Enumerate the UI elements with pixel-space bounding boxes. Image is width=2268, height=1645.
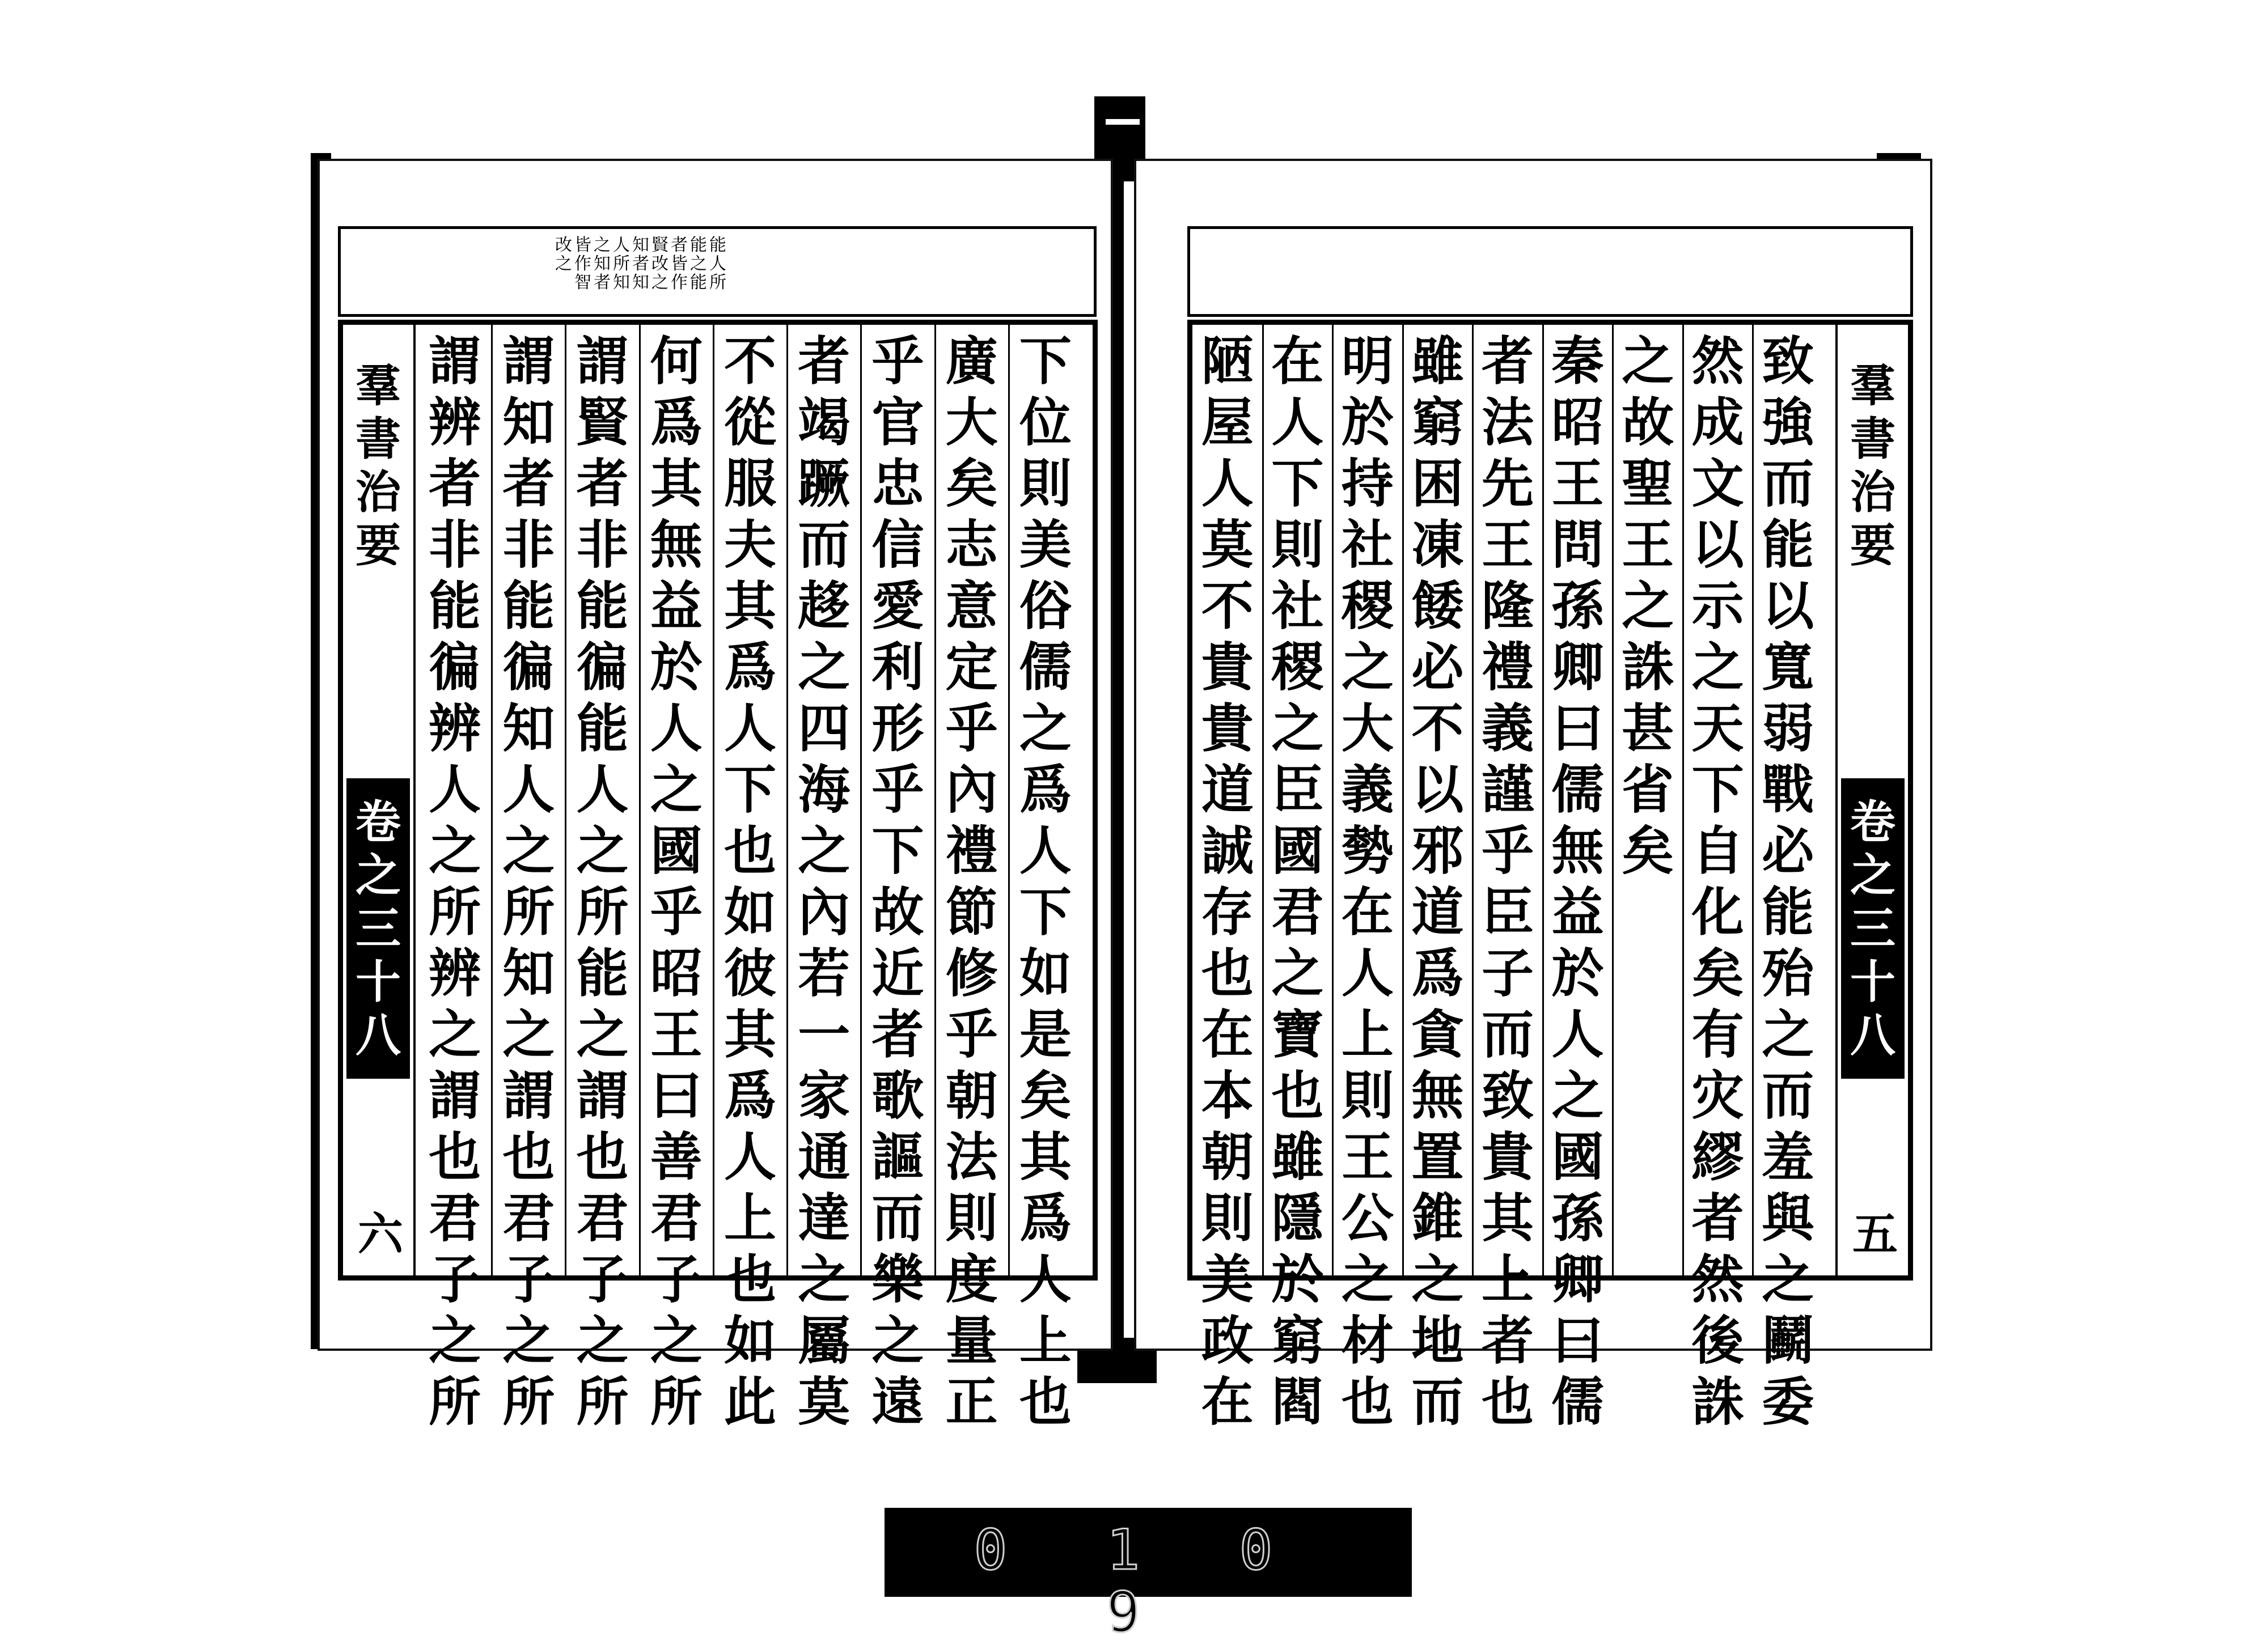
right-text-column: 在人下則社稷之臣國君之寶也雖隱於窮閻	[1271, 330, 1324, 1432]
right-text-column: 雖窮困凍餧必不以邪道爲貪無置錐之地而	[1411, 330, 1464, 1432]
right-column-rule	[1402, 325, 1404, 1275]
top-center-mark-detail	[1106, 119, 1140, 125]
annotation-column: 能人所	[709, 235, 726, 292]
left-page-text-frame	[338, 320, 1098, 1432]
right-text-column: 致強而能以寬弱戰必能殆之而羞與之鬬委	[1762, 330, 1814, 1432]
left-column-rule	[860, 325, 862, 1275]
right-column-rule	[1262, 325, 1264, 1275]
left-column-rule	[1008, 325, 1010, 1275]
right-column-rule	[1612, 325, 1614, 1275]
left-banner-volume: 卷之三十八	[346, 778, 410, 1079]
left-column-rule	[786, 325, 788, 1275]
right-text-column: 然成文以示之天下自化矣有灾繆者然後誅	[1691, 330, 1744, 1432]
right-page-annotation-box	[1187, 226, 1913, 317]
left-text-column: 謂知者非能徧知人之所知之謂也君子之所	[502, 330, 555, 1432]
left-text-column: 謂賢者非能徧能人之所能之謂也君子之所	[576, 330, 629, 1432]
annotation-column: 人所知	[613, 235, 630, 292]
left-column-rule	[934, 325, 936, 1275]
right-column-rule	[1542, 325, 1544, 1275]
left-page-annotation-box	[338, 226, 1097, 317]
right-column-rule	[1472, 325, 1474, 1275]
right-page	[1134, 159, 1932, 1432]
left-text-column: 廣大矣志意定乎內禮節修乎朝法則度量正	[945, 330, 998, 1432]
right-text-column: 明於持社稷之大義勢在人上則王公之材也	[1341, 330, 1394, 1432]
left-page-banner	[341, 325, 416, 1275]
right-page-number: 五	[1852, 1207, 1898, 1261]
right-text-column: 秦昭王問孫卿曰儒無益於人之國孫卿曰儒	[1551, 330, 1604, 1432]
right-banner-volume: 卷之三十八	[1841, 778, 1905, 1079]
right-text-column: 陋屋人莫不貴貴道誠存也在本朝則美政在	[1201, 330, 1254, 1432]
annotation-column: 皆作智	[574, 235, 591, 292]
left-column-rule	[713, 325, 714, 1275]
left-banner-title: 羣書治要	[356, 359, 401, 572]
archive-stamp-number: 0 1 0 9	[974, 1518, 1306, 1645]
right-column-rule	[1682, 325, 1684, 1275]
left-column-rule	[639, 325, 641, 1275]
annotation-column: 能之能	[690, 235, 707, 292]
left-page-number: 六	[358, 1207, 403, 1261]
right-banner-title: 羣書治要	[1850, 359, 1895, 572]
right-column-rule	[1332, 325, 1334, 1275]
left-text-column: 謂辨者非能徧辨人之所辨之謂也君子之所	[429, 330, 481, 1432]
archive-stamp	[885, 1508, 1412, 1645]
annotation-column: 改之	[555, 235, 572, 274]
book-spine	[1111, 162, 1124, 1346]
left-text-column: 者竭蹶而趍之四海之內若一家通達之屬莫	[798, 330, 850, 1432]
left-page	[318, 159, 1113, 1432]
right-column-rule	[1752, 325, 1754, 1275]
left-column-rule	[491, 325, 493, 1275]
right-text-column: 者法先王隆禮義謹乎臣子而致貴其上者也	[1481, 330, 1534, 1432]
left-column-rule	[565, 325, 566, 1275]
annotation-column: 者皆作	[671, 235, 688, 292]
left-text-column: 下位則美俗儒之爲人下如是矣其爲人上也	[1019, 330, 1072, 1432]
annotation-column: 之知者	[594, 235, 611, 292]
right-text-column: 之故聖王之誅甚省矣	[1622, 330, 1674, 881]
right-page-banner	[1835, 325, 1910, 1275]
right-page-text-frame	[1187, 320, 1913, 1432]
left-text-column: 不從服夫其爲人下也如彼其爲人上也如此	[723, 330, 776, 1432]
annotation-column: 賢改之	[651, 235, 668, 292]
annotation-column: 知者知	[632, 235, 649, 292]
left-text-column: 乎官忠信愛利形乎下故近者歌謳而樂之遠	[871, 330, 924, 1432]
left-text-column: 何爲其無益於人之國乎昭王曰善君子之所	[650, 330, 703, 1432]
